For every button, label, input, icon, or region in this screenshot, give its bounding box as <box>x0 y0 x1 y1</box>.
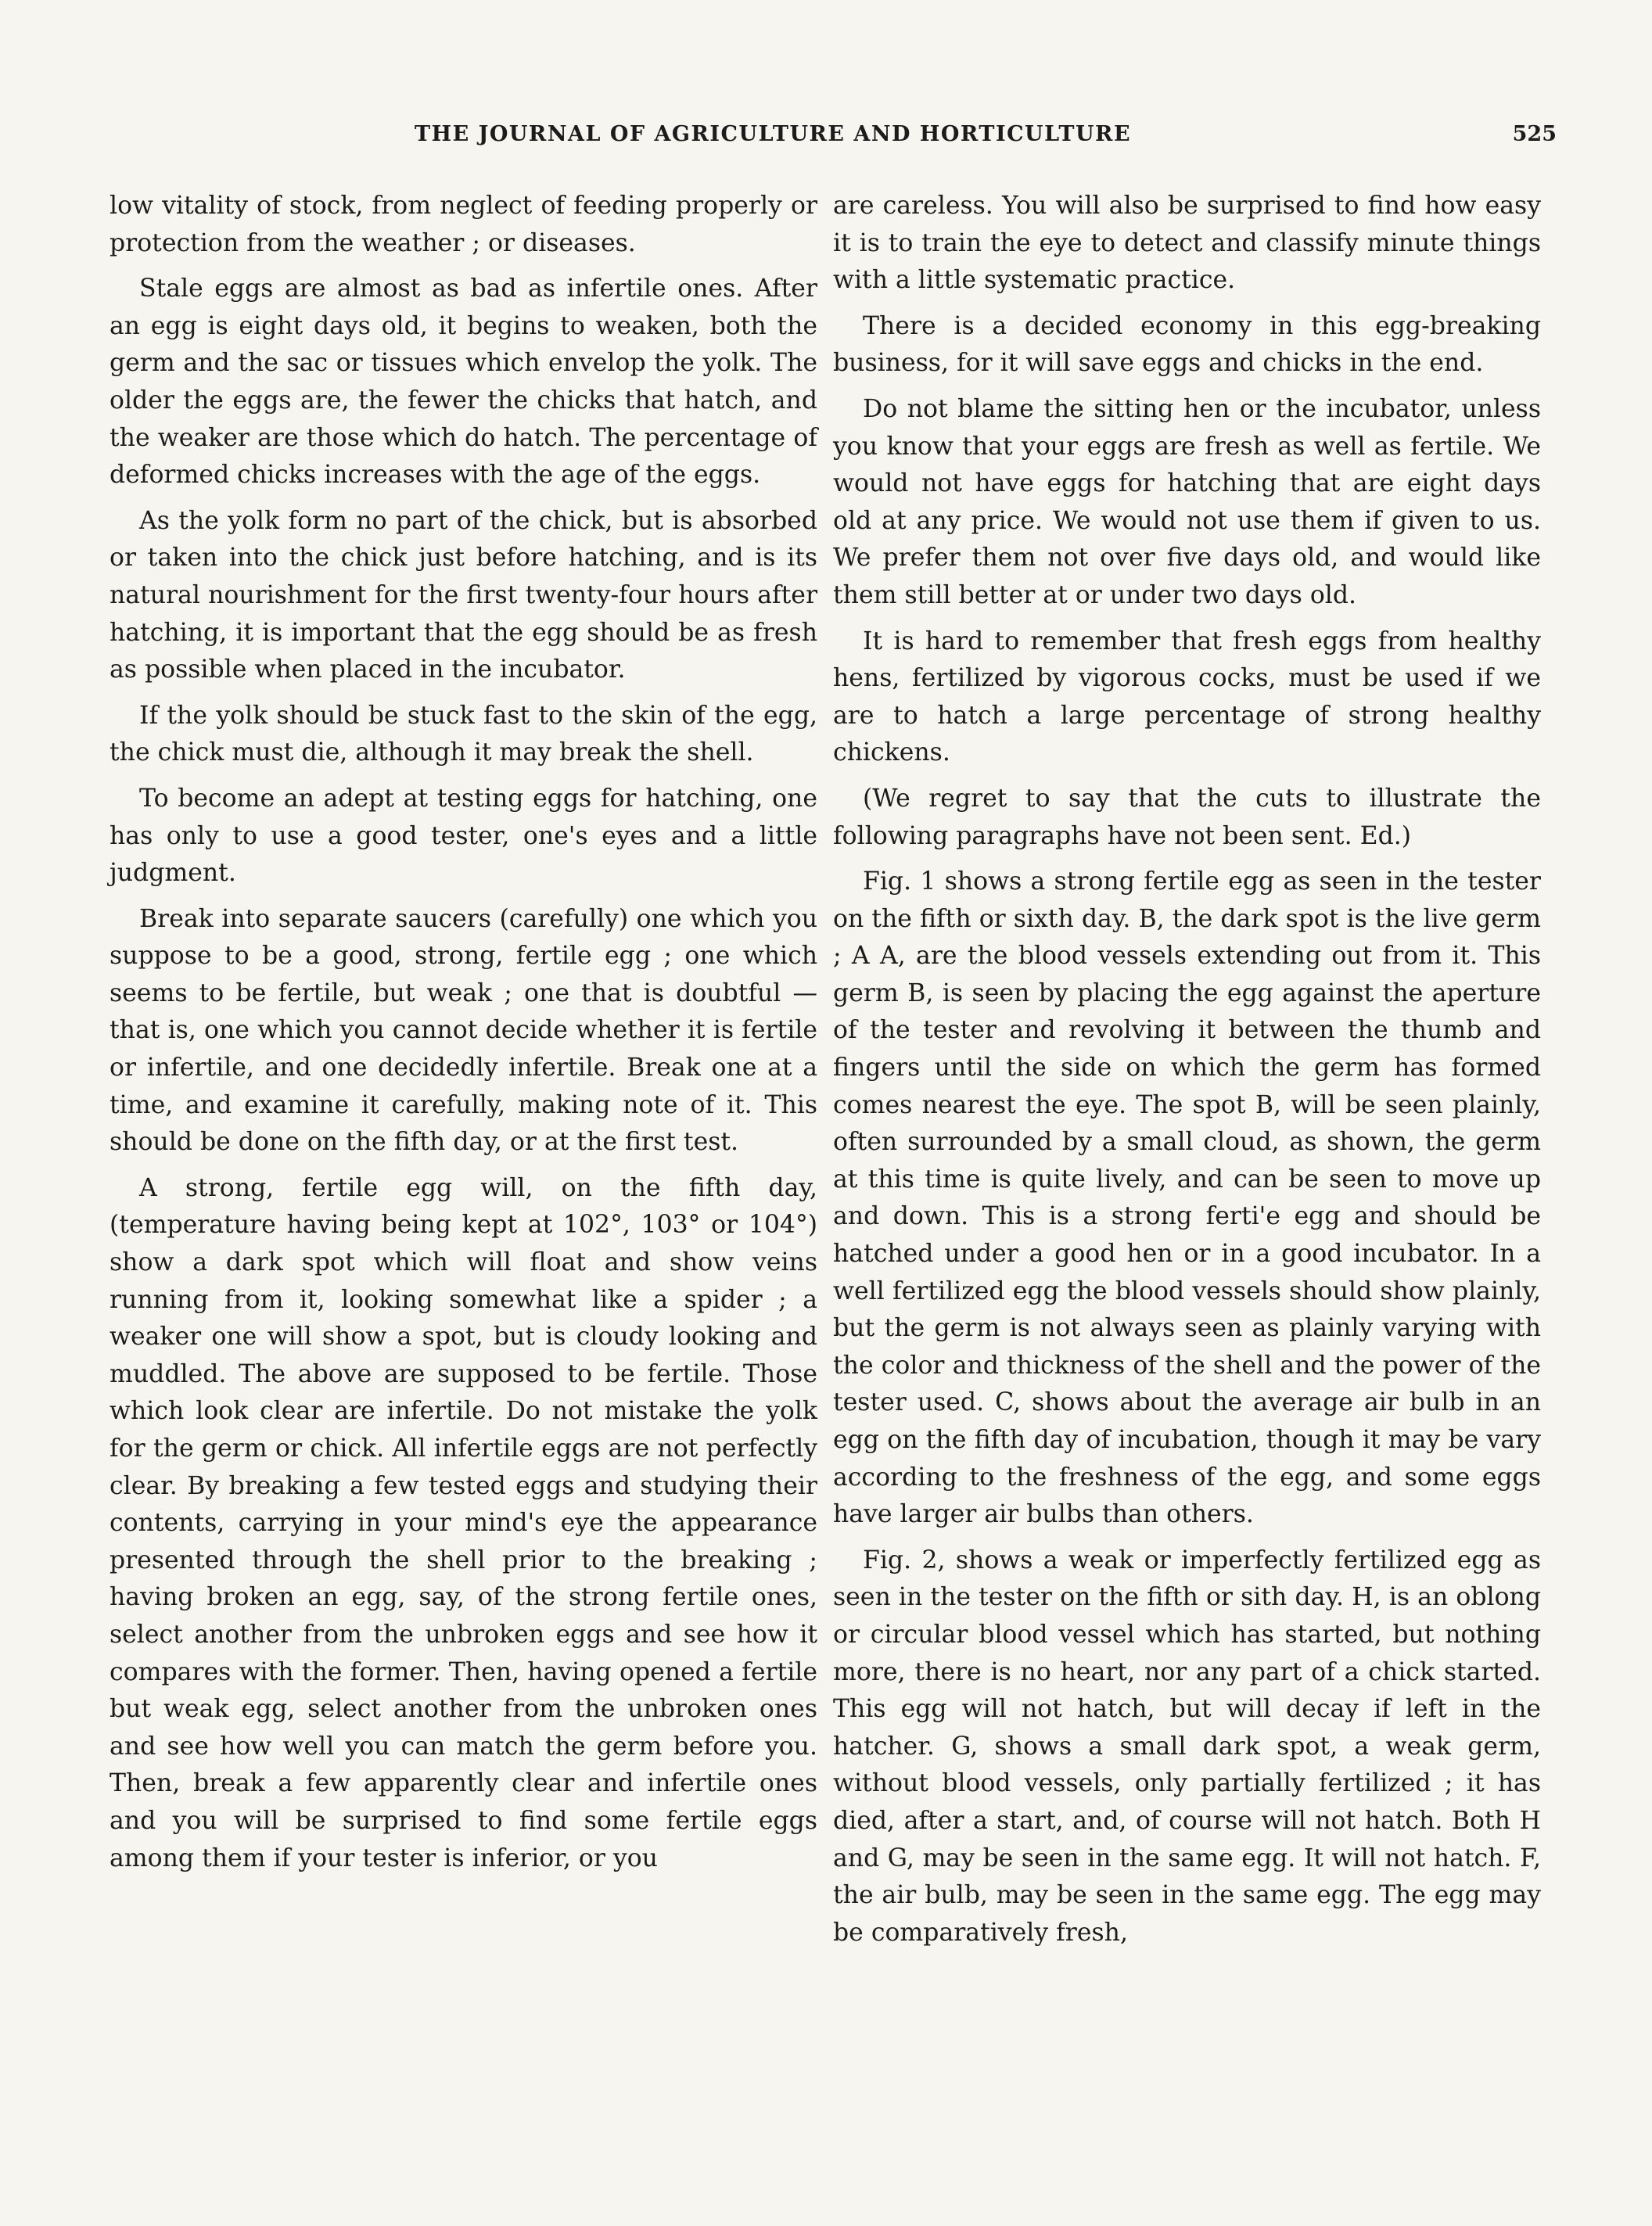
paragraph: If the yolk should be stuck fast to the skin of the egg, the chick must die, although it may break the shell. <box>110 701 817 767</box>
paragraph: Break into separate saucers (carefully) one which you suppose to be a good, strong, fertile egg ; one which seems to be fertile, but weak ; one that is doubtful — that is, one which you cannot decide whether it is fertile or infertile, and one decidedly infertile. Break one at a time, and examine it carefully, making note of it. This should be done on the fifth day, or at the first test. <box>110 904 817 1157</box>
running-title: THE JOURNAL OF AGRICULTURE AND HORTICULTURE <box>415 122 1132 146</box>
paragraph: There is a decided economy in this egg-breaking business, for it will save eggs and chicks in the end. <box>833 311 1541 378</box>
page-number: 525 <box>1512 122 1557 146</box>
paragraph: are careless. You will also be surprised to find how easy it is to train the eye to detect and classify minute things with a little systematic practice. <box>833 192 1541 295</box>
paragraph: To become an adept at testing eggs for hatching, one has only to use a good tester, one's eyes and a little judgment. <box>110 784 817 888</box>
paragraph: It is hard to remember that fresh eggs from healthy hens, fertilized by vigorous cocks, must be used if we are to hatch a large percentage of strong healthy chickens. <box>833 627 1541 767</box>
editor-note: (We regret to say that the cuts to illustrate the following paragraphs have not been sent. Ed.) <box>833 784 1541 850</box>
paragraph: low vitality of stock, from neglect of feeding properly or protection from the weather ; or diseases. <box>110 192 817 257</box>
paragraph: Do not blame the sitting hen or the incubator, unless you know that your eggs are fresh as well as fertile. We would not have eggs for hatching that are eight days old at any price. We would not use them if given to us. We prefer them not over five days old, and would like them still better at or under two days old. <box>833 394 1541 609</box>
left-column <box>110 188 817 1886</box>
paragraph: Stale eggs are almost as bad as infertile ones. After an egg is eight days old, it begins to weaken, both the germ and the sac or tissues which envelop the yolk. The older the eggs are, the fewer the chicks that hatch, and the weaker are those which do hatch. The percentage of deformed chicks increases with the age of the eggs. <box>110 275 817 490</box>
paragraph: Fig. 2, shows a weak or imperfectly fertilized egg as seen in the tester on the fifth or sith day. H, is an oblong or circular blood vessel which has started, but nothing more, there is no heart, nor any part of a chick started. This egg will not hatch, but will decay if left in the hatcher. G, shows a small dark spot, a weak germ, without blood vessels, only partially fertilized ; it has died, after a start, and, of course will not hatch. Both H and G, may be seen in the same egg. It will not hatch. F, the air bulb, may be seen in the same egg. The egg may be comparatively fresh, <box>833 1546 1541 1947</box>
right-column <box>833 188 1541 1960</box>
paragraph: A strong, fertile egg will, on the fifth day, (temperature having being kept at 102°, 103° or 104°) show a dark spot which will float and show veins running from it, looking somewhat like a spider ; a weaker one will show a spot, but is cloudy looking and muddled. The above are supposed to be fertile. Those which look clear are infertile. Do not mistake the yolk for the germ or chick. All infertile eggs are not perfectly clear. By breaking a few tested eggs and studying their contents, carrying in your mind's eye the appearance presented through the shell prior to the breaking ; having broken an egg, say, of the strong fertile ones, select another from the unbroken eggs and see how it compares with the former. Then, having opened a fertile but weak egg, select another from the unbroken ones and see how well you can match the germ before you. Then, break a few apparently clear and infertile ones and you will be surprised to find some fertile eggs among them if your tester is inferior, or you <box>110 1173 817 1872</box>
paragraph: Fig. 1 shows a strong fertile egg as seen in the tester on the fifth or sixth day. B, the dark spot is the live germ ; A A, are the blood vessels extending out from it. This germ B, is seen by placing the egg against the aperture of the tester and revolving it between the thumb and fingers until the side on which the germ has formed comes nearest the eye. The spot B, will be seen plainly, often surrounded by a small cloud, as shown, the germ at this time is quite lively, and can be seen to move up and down. This is a strong ferti'e egg and should be hatched under a good hen or in a good incubator. In a well fertilized egg the blood vessels should show plainly, but the germ is not always seen as plainly varying with the color and thickness of the shell and the power of the tester used. C, shows about the average air bulb in an egg on the fifth day of incubation, though it may be vary according to the freshness of the egg, and some eggs have larger air bulbs than others. <box>833 867 1541 1529</box>
running-header <box>117 116 1557 163</box>
paragraph: As the yolk form no part of the chick, but is absorbed or taken into the chick just before hatching, and is its natural nourishment for the first twenty-four hours after hatching, it is important that the egg should be as fresh as possible when placed in the incubator. <box>110 506 817 684</box>
